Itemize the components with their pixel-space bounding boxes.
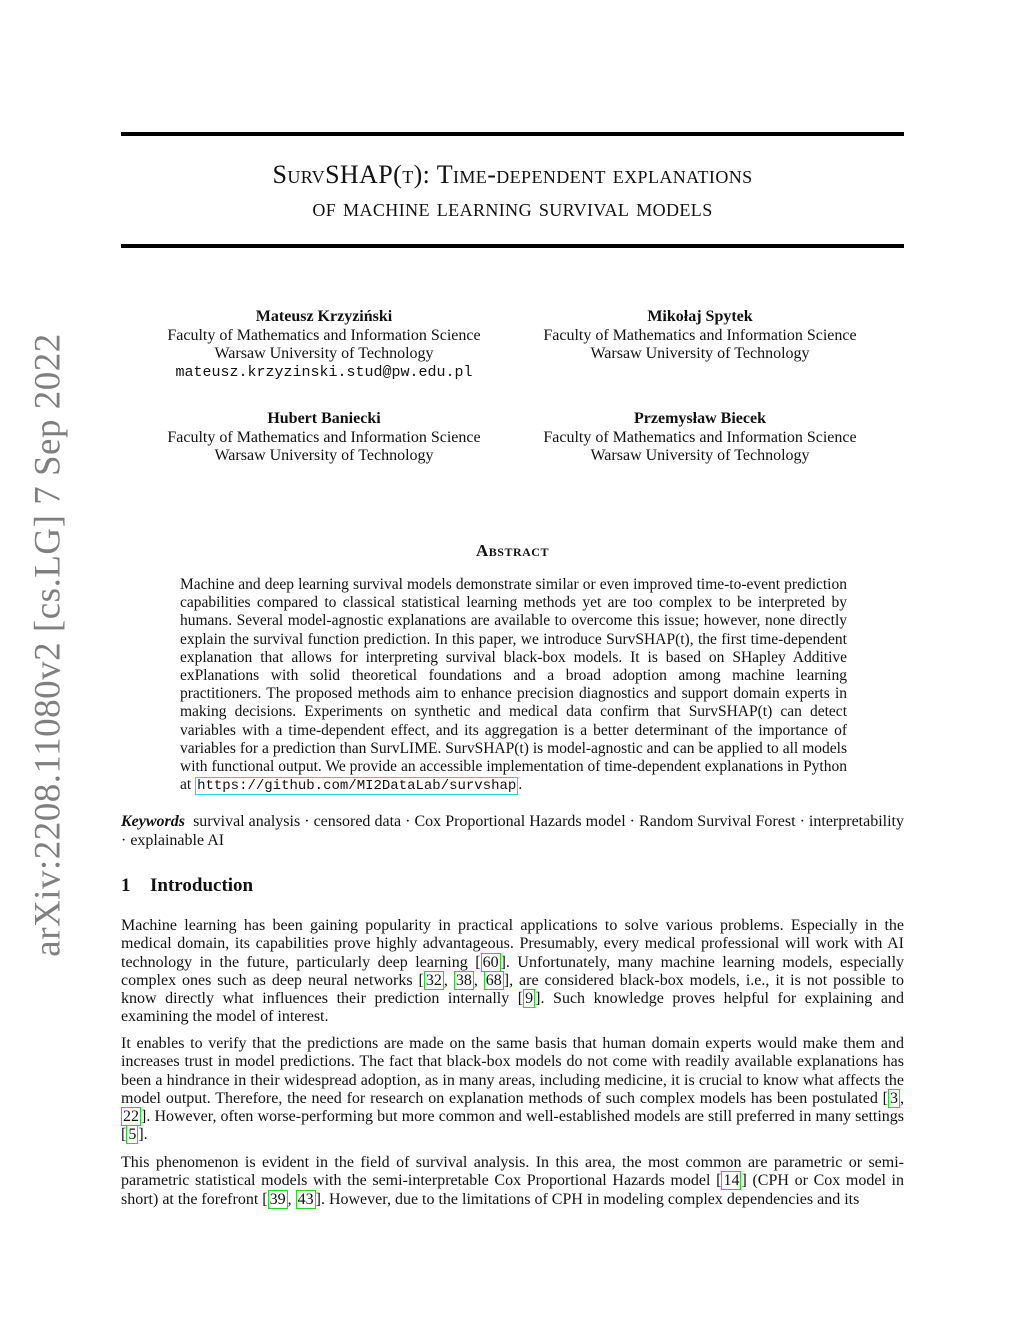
citation-link[interactable]: 60: [482, 953, 499, 971]
section-heading-introduction: [121, 875, 253, 897]
section-number: 1: [121, 875, 131, 896]
paragraph-text: This phenomenon is evident in the field of survival analysis. In this area, the most common are parametric or semi-parametric statistical models with the semi-interpretable Cox Proportional Hazards model [: [121, 1154, 904, 1190]
citation-link[interactable]: 9: [525, 990, 534, 1008]
repository-link[interactable]: https://github.com/MI2DataLab/survshap: [197, 778, 517, 795]
author-name: Hubert Baniecki: [267, 410, 381, 427]
keywords-label: Keywords: [121, 813, 185, 830]
author-name: Mikołaj Spytek: [647, 308, 753, 325]
paragraph-text: ]. Unfortunately, many machine learning models, especially complex ones such as deep neural networks [: [121, 953, 905, 989]
paper-title: [121, 158, 904, 224]
paragraph-text: Machine learning has been gaining popularity in practical applications to solve various problems. Especially in the medical domain, its capabilities prove highly advantageous. Presumably, every medical professional will work with AI technology in the future, particularly deep learning [: [121, 917, 904, 971]
author-faculty: Faculty of Mathematics and Information Science: [543, 326, 857, 344]
author-block-2: [500, 308, 900, 364]
arxiv-identifier-stamp: arXiv:2208.11080v2 [cs.LG] 7 Sep 2022: [27, 333, 69, 957]
keywords-block: [121, 813, 904, 850]
citation-link[interactable]: 14: [723, 1172, 740, 1190]
author-university: Warsaw University of Technology: [590, 447, 810, 464]
paragraph-text: ]. Such knowledge proves helpful for explaining and examining the model of interest.: [121, 990, 904, 1026]
citation-link[interactable]: 3: [890, 1089, 898, 1107]
author-faculty: Faculty of Mathematics and Information Science: [543, 428, 857, 446]
title-bottom-rule: [121, 244, 904, 248]
paragraph-text: ].: [138, 1126, 148, 1144]
title-line-2: of machine learning survival models: [312, 193, 713, 222]
paragraph-text: ]. However, due to the limitations of CPH in modeling complex dependencies and its: [315, 1190, 860, 1208]
author-block-4: [500, 410, 900, 466]
author-university: Warsaw University of Technology: [214, 345, 434, 362]
abstract-heading: Abstract: [476, 541, 549, 560]
title-top-rule: [121, 132, 904, 136]
intro-paragraph-2: It enables to verify that the predictions are made on the same basis that human domain experts would make them and increases trust in model predictions. The fact that black-box models do not come with readily available explanations has been a hindrance in their widespread adoption, as in many areas, including medicine, it is crucial to know what affects the model output. Therefore, the need for research on explanation methods of such complex models has been postulated [ 3 , 22 ]. However, often worse-performing but more common and well-established models are still preferred in many settings [ 5 ].: [121, 1035, 904, 1144]
citation-link[interactable]: 32: [425, 971, 442, 989]
paragraph-text: ], are considered black-box models, i.e., it is not possible to know directly what influences their prediction internally [: [121, 971, 905, 1008]
author-name: Mateusz Krzyziński: [255, 308, 393, 325]
author-faculty: Faculty of Mathematics and Information Science: [167, 428, 481, 446]
intro-paragraph-1: Machine learning has been gaining popularity in practical applications to solve various problems. Especially in the medical domain, its capabilities prove highly advantageous. Presumably, every medical professional will work with AI technology in the future, particularly deep learning [ 60 ]. Unfortunately, many machine learning models, especially complex ones such as deep neural networks [ 32 , 38 , 68 ], are considered black-box models, i.e., it is not possible to know directly what influences their prediction internally [ 9 ]. Such knowledge proves helpful for explaining and examining the model of interest.: [121, 917, 905, 1026]
citation-link[interactable]: 68: [485, 971, 502, 989]
author-block-1: [124, 308, 524, 382]
abstract-body-text: Machine and deep learning survival models demonstrate similar or even improved time-to-event prediction capabilities compared to classical statistical learning methods yet are too complex to be interpreted by humans. Several model-agnostic explanations are available to overcome this issue; however, none directly explain the survival function prediction. In this paper, we introduce SurvSHAP(t), the first time-dependent explanation that allows for interpreting survival black-box models. It is based on SHapley Additive exPlanations with solid theoretical foundations and a broad adoption among machine learning practitioners. The proposed methods aim to enhance precision diagnostics and support domain experts in making decisions. Experiments on synthetic and medical data confirm that SurvSHAP(t) can detect variables with a time-dependent effect, and its aggregation is a better determinant of the importance of variables for a prediction than SurvLIME. SurvSHAP(t) is model-agnostic and can be applied to all models with functional output. We provide an accessible implementation of time-dependent explanations in Python at: [180, 576, 847, 794]
abstract-end: .: [518, 776, 523, 794]
title-line-1: SurvSHAP(t): Time-dependent explanations: [272, 160, 753, 189]
citation-link[interactable]: 38: [455, 971, 472, 989]
author-block-3: [124, 410, 524, 466]
citation-link[interactable]: 22: [123, 1108, 139, 1126]
author-email: mateusz.krzyzinski.stud@pw.edu.pl: [175, 363, 473, 381]
intro-paragraph-3: This phenomenon is evident in the field of survival analysis. In this area, the most common are parametric or semi-parametric statistical models with the semi-interpretable Cox Proportional Hazards model [ 14 ] (CPH or Cox model in short) at the forefront [ 39 , 43 ]. However, due to the limitations of CPH in modeling complex dependencies and its: [121, 1154, 905, 1208]
author-faculty: Faculty of Mathematics and Information Science: [167, 326, 481, 344]
paragraph-text: It enables to verify that the predictions are made on the same basis that human domain experts would make them and increases trust in model predictions. The fact that black-box models do not come with readily available explanations has been a hindrance in their widespread adoption, as in many areas, including medicine, it is crucial to know what affects the model output. Therefore, the need for research on explanation methods of such complex models has been postulated [: [121, 1035, 904, 1107]
section-title: Introduction: [150, 875, 254, 896]
paragraph-text: ]. However, often worse-performing but more common and well-established models are still preferred in many settings [: [121, 1108, 904, 1144]
citation-link[interactable]: 39: [269, 1190, 286, 1208]
citation-link[interactable]: 5: [128, 1126, 137, 1144]
author-name: Przemysław Biecek: [634, 410, 766, 427]
citation-link[interactable]: 43: [297, 1190, 314, 1208]
keywords-list: survival analysis · censored data · Cox Proportional Hazards model · Random Survival Forest · interpretability · explainable AI: [121, 813, 905, 849]
paragraph-text: ] (CPH or Cox model in short) at the forefront [: [121, 1172, 905, 1208]
author-university: Warsaw University of Technology: [590, 345, 810, 362]
abstract-text: [180, 576, 847, 795]
author-university: Warsaw University of Technology: [214, 447, 434, 464]
